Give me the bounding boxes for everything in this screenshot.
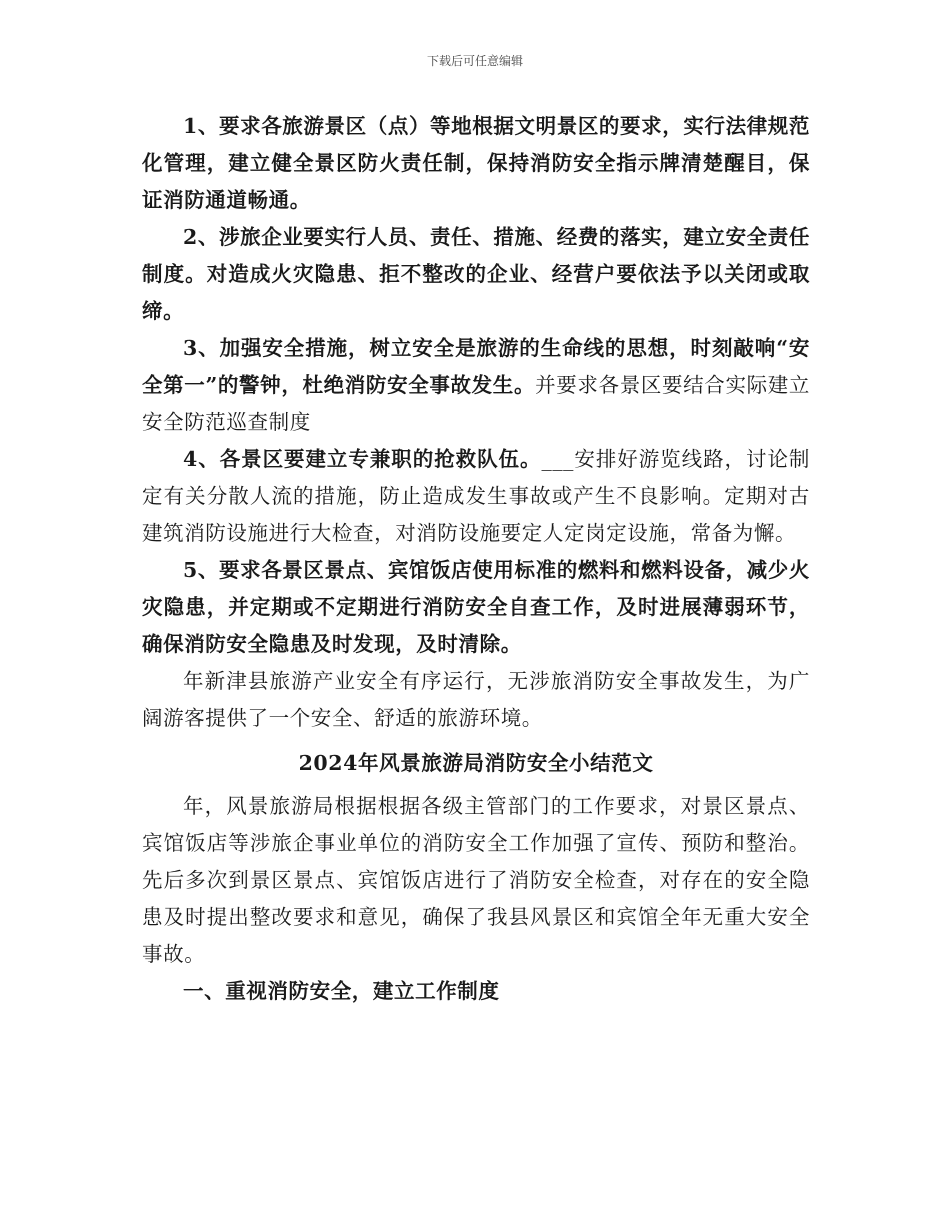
intro-paragraph: 年，风景旅游局根据根据各级主管部门的工作要求，对景区景点、宾馆饭店等涉旅企事业单位的消防安全工作加强了宣传、预防和整治。先后多次到景区景点、宾馆饭店进行了消防安全检查，对存在的安全隐患及时提出整改要求和意见，确保了我县风景区和宾馆全年无重大安全事故。 bbox=[142, 794, 810, 966]
section-title: 2024年风景旅游局消防安全小结范文 bbox=[298, 751, 654, 775]
item-4-normal: ___安排好游览线路，讨论制定有关分散人流的措施，防止造成发生事故或产生不良影响。定期对古建筑消防设施进行大检查，对消防设施要定人定岗定设施，常备为懈。 bbox=[142, 447, 810, 545]
summary-paragraph: 年新津县旅游产业安全有序运行，无涉旅消防安全事故发生，为广阔游客提供了一个安全、舒适的旅游环境。 bbox=[142, 669, 810, 730]
item-4 bbox=[142, 441, 810, 552]
item-3-bold: 3、加强安全措施，树立安全是旅游的生命线的思想，时刻敲响“安全第一”的警钟，杜绝消防安全事故发生。 bbox=[142, 336, 810, 397]
item-3-normal: 并要求各景区要结合实际建立安全防范巡查制度 bbox=[142, 373, 810, 434]
item-2: 2、涉旅企业要实行人员、责任、措施、经费的落实，建立安全责任制度。对造成火灾隐患、拒不整改的企业、经营户要依法予以关闭或取缔。 bbox=[142, 225, 810, 323]
item-3 bbox=[142, 330, 810, 441]
item-5: 5、要求各景区景点、宾馆饭店使用标准的燃料和燃料设备，减少火灾隐患，并定期或不定期进行消防安全自查工作，及时进展薄弱环节，确保消防安全隐患及时发现，及时清除。 bbox=[142, 558, 810, 656]
item-1: 1、要求各旅游景区（点）等地根据文明景区的要求，实行法律规范化管理，建立健全景区防火责任制，保持消防安全指示牌清楚醒目，保证消防通道畅通。 bbox=[142, 114, 810, 212]
document-body bbox=[142, 108, 810, 1010]
page-header: 下载后可任意编辑 bbox=[426, 54, 523, 68]
heading-1: 一、重视消防安全，建立工作制度 bbox=[183, 979, 500, 1003]
item-4-bold: 4、各景区要建立专兼职的抢救队伍。 bbox=[183, 447, 542, 471]
